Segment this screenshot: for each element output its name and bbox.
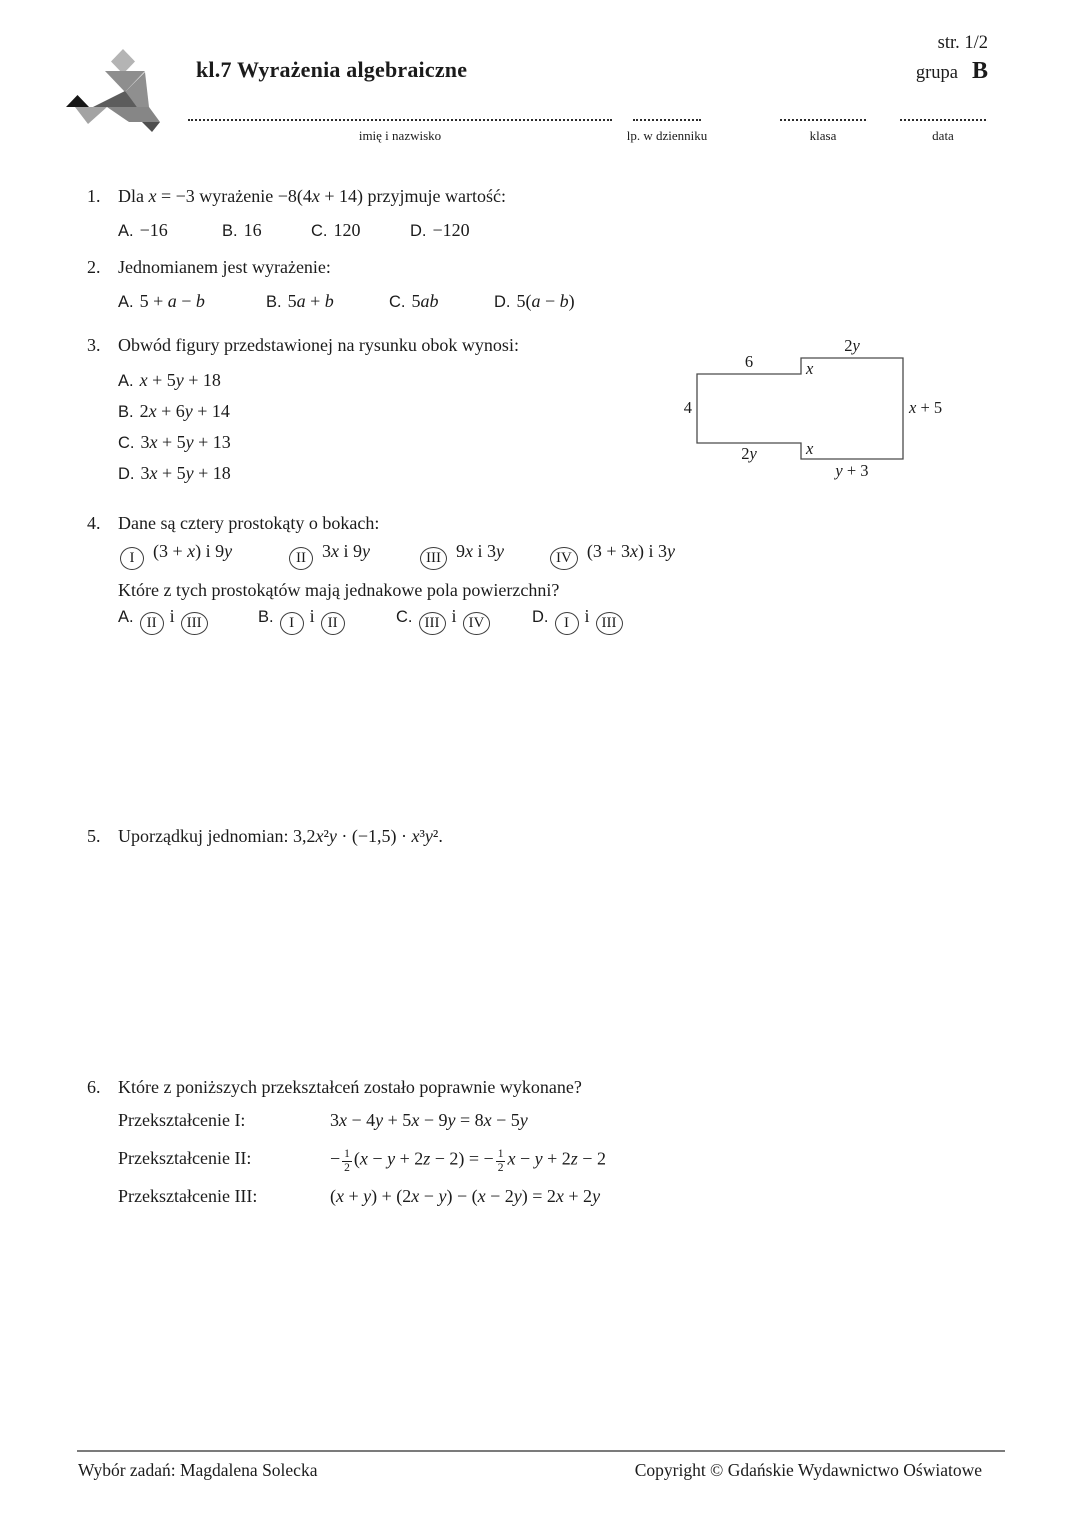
answer-option-b bbox=[258, 606, 347, 635]
roman-circle: II bbox=[289, 547, 313, 570]
roman-circle: II bbox=[140, 612, 164, 635]
answer-letter: A. bbox=[118, 293, 134, 311]
answer-option-d bbox=[532, 606, 625, 635]
date-field-line bbox=[900, 103, 986, 121]
question-stem: Dla x = −3 wyrażenie −8(4x + 14) przyjmuje wartość: bbox=[118, 186, 507, 206]
figure-side-label-left: 4 bbox=[683, 398, 692, 417]
answer-letter: C. bbox=[396, 608, 413, 626]
question-number: 2. bbox=[87, 257, 101, 277]
question-number: 4. bbox=[87, 513, 101, 533]
worksheet-title: kl.7 Wyrażenia algebraiczne bbox=[196, 57, 468, 82]
answer-option-d bbox=[494, 291, 575, 312]
roman-circle: I bbox=[555, 612, 579, 635]
running-man-logo-icon bbox=[63, 46, 163, 138]
answer-letter: A. bbox=[118, 372, 134, 390]
transformation-label: Przekształcenie III: bbox=[118, 1186, 258, 1206]
roman-circle: IV bbox=[463, 612, 491, 635]
answer-letter: A. bbox=[118, 222, 134, 240]
figure-side-label-bottom-left: 2y bbox=[741, 444, 757, 463]
answer-letter: B. bbox=[266, 293, 282, 311]
class-field-label: klasa bbox=[809, 128, 837, 143]
transformation-formula: (x + y) + (2x − y) − (x − 2y) = 2x + 2y bbox=[330, 1186, 601, 1206]
question-number: 3. bbox=[87, 335, 101, 355]
conjunction: i bbox=[451, 606, 457, 626]
figure-side-label-top-left: 6 bbox=[744, 352, 754, 371]
rectangle-item-4 bbox=[548, 541, 675, 570]
question-stem: Jednomianem jest wyrażenie: bbox=[118, 257, 331, 277]
footer-author: Wybór zadań: Magdalena Solecka bbox=[78, 1460, 318, 1480]
roman-circle: I bbox=[280, 612, 304, 635]
answer-value: 5(a − b) bbox=[516, 291, 575, 311]
conjunction: i bbox=[169, 606, 175, 626]
figure-side-label-step-bottom: x bbox=[806, 439, 814, 458]
class-field-line bbox=[780, 103, 866, 121]
answer-letter: D. bbox=[410, 222, 427, 240]
answer-option-a bbox=[118, 220, 168, 241]
answer-value: 5 + a − b bbox=[139, 291, 205, 311]
question-stem: Dane są cztery prostokąty o bokach: bbox=[118, 513, 380, 533]
answer-option-d bbox=[410, 220, 470, 241]
answer-letter: D. bbox=[118, 465, 135, 483]
group-badge bbox=[916, 58, 988, 85]
transformation-label: Przekształcenie II: bbox=[118, 1148, 252, 1168]
answer-value: 5a + b bbox=[287, 291, 334, 311]
roman-circle: II bbox=[321, 612, 345, 635]
rectangle-sides: 9x i 3y bbox=[456, 541, 505, 561]
answer-option-b bbox=[222, 220, 262, 241]
rectangle-sides: (3 + 3x) i 3y bbox=[586, 541, 675, 561]
group-value: B bbox=[971, 58, 988, 84]
transformation-label: Przekształcenie I: bbox=[118, 1110, 246, 1130]
answer-value: x + 5y + 18 bbox=[139, 370, 221, 390]
question-stem: Obwód figury przedstawionej na rysunku obok wynosi: bbox=[118, 335, 519, 355]
figure-side-label-bottom-right: y + 3 bbox=[835, 461, 869, 480]
roman-circle: III bbox=[420, 547, 447, 570]
question-number: 6. bbox=[87, 1077, 101, 1097]
answer-value: 3x + 5y + 18 bbox=[140, 463, 231, 483]
answer-value: −120 bbox=[432, 220, 470, 240]
answer-letter: C. bbox=[389, 293, 406, 311]
answer-option-b bbox=[266, 291, 334, 312]
transformation-formula: 3x − 4y + 5x − 9y = 8x − 5y bbox=[330, 1110, 528, 1130]
question-number: 5. bbox=[87, 826, 101, 846]
group-label: grupa bbox=[915, 63, 958, 83]
roman-circle: III bbox=[181, 612, 208, 635]
question-stem: Które z poniższych przekształceń zostało poprawnie wykonane? bbox=[118, 1077, 582, 1097]
answer-option-c bbox=[311, 220, 361, 241]
figure-side-label-step-top: x bbox=[806, 359, 814, 378]
answer-letter: D. bbox=[532, 608, 549, 626]
gwo-logo bbox=[63, 46, 163, 138]
answer-value: 3x + 5y + 13 bbox=[140, 432, 231, 452]
question-text: Które z tych prostokątów mają jednakowe pola powierzchni? bbox=[118, 580, 560, 600]
rectangle-sides: 3x i 9y bbox=[322, 541, 371, 561]
answer-option-c bbox=[396, 606, 492, 635]
answer-option-a bbox=[118, 606, 210, 635]
page-number: str. 1/2 bbox=[937, 33, 988, 53]
roman-circle: III bbox=[419, 612, 446, 635]
answer-option-a bbox=[118, 291, 205, 312]
name-field-label: imię i nazwisko bbox=[358, 128, 442, 143]
conjunction: i bbox=[584, 606, 590, 626]
answer-value: 120 bbox=[333, 220, 361, 240]
roman-circle: IV bbox=[550, 547, 578, 570]
answer-value: 16 bbox=[243, 220, 262, 240]
figure-side-label-right: x + 5 bbox=[909, 398, 943, 417]
number-field-label: lp. w dzienniku bbox=[626, 128, 708, 143]
answer-letter: B. bbox=[222, 222, 238, 240]
answer-letter: B. bbox=[118, 403, 134, 421]
question-stem: Uporządkuj jednomian: 3,2x²y · (−1,5) · x³y². bbox=[118, 826, 443, 846]
rectangle-sides: (3 + x) i 9y bbox=[153, 541, 233, 561]
answer-value: 5ab bbox=[411, 291, 439, 311]
rectangle-item-3 bbox=[418, 541, 504, 570]
date-field-label: data bbox=[932, 128, 954, 143]
transformation-formula: − $\frac{1}{2}$ (x − y + 2z − 2) = − $\frac{1}{2}$ x − y + 2z − 2 bbox=[330, 1148, 606, 1174]
question-number: 1. bbox=[87, 186, 101, 206]
answer-option-c bbox=[389, 291, 439, 312]
figure-side-label-top-right: 2y bbox=[844, 336, 860, 355]
roman-circle: III bbox=[596, 612, 623, 635]
roman-circle: I bbox=[120, 547, 144, 570]
answer-letter: B. bbox=[258, 608, 274, 626]
answer-letter: C. bbox=[118, 434, 135, 452]
answer-letter: D. bbox=[494, 293, 511, 311]
answer-value: 2x + 6y + 14 bbox=[139, 401, 230, 421]
rectangle-item-2 bbox=[287, 541, 370, 570]
perimeter-figure bbox=[683, 336, 978, 486]
answer-value: −16 bbox=[139, 220, 168, 240]
rectangle-item-1 bbox=[118, 541, 232, 570]
name-field-line bbox=[188, 103, 612, 121]
conjunction: i bbox=[309, 606, 315, 626]
number-field-line bbox=[633, 103, 701, 121]
answer-letter: C. bbox=[311, 222, 328, 240]
footer-divider bbox=[77, 1450, 1005, 1452]
footer-copyright: Copyright © Gdańskie Wydawnictwo Oświatowe bbox=[634, 1460, 982, 1480]
answer-letter: A. bbox=[118, 608, 134, 626]
